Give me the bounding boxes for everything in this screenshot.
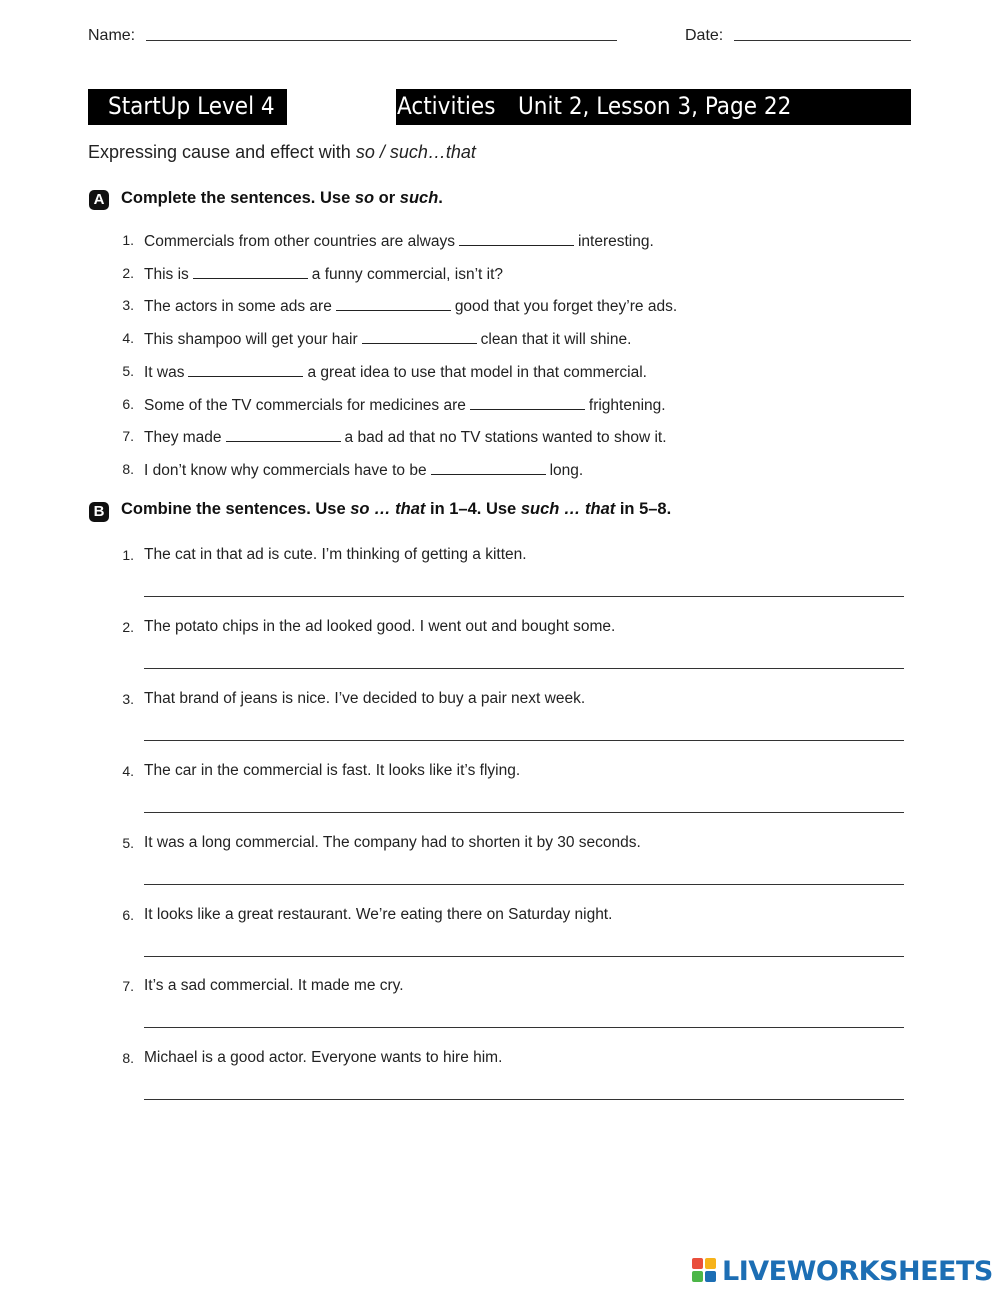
sentence-item: [144, 460, 583, 480]
answer-line[interactable]: [144, 812, 904, 813]
section-a-instruction: Complete the sentences. Use so or such.: [121, 189, 443, 207]
item-number: 7.: [122, 978, 134, 994]
page-subtitle: [88, 142, 476, 163]
sentence-after: frightening.: [588, 397, 666, 414]
item-number: 6.: [122, 396, 134, 412]
answer-blank[interactable]: [188, 362, 303, 377]
sentence-after: interesting.: [577, 233, 654, 250]
item-number: 2.: [122, 265, 134, 281]
sentence-after: clean that it will shine.: [480, 331, 632, 348]
answer-line[interactable]: [144, 596, 904, 597]
sentence-before: The actors in some ads are: [144, 298, 332, 315]
answer-blank[interactable]: [431, 460, 546, 475]
sentence-item: [144, 231, 654, 251]
subtitle-text: Expressing cause and effect with: [88, 142, 356, 162]
sentence-before: This is: [144, 266, 189, 283]
answer-blank[interactable]: [226, 427, 341, 442]
sentence-item: [144, 264, 503, 284]
sentence-item: [144, 427, 667, 447]
section-a-badge: A: [89, 190, 109, 210]
section-b-badge: B: [89, 502, 109, 522]
banner-level: StartUp Level 4: [108, 92, 275, 120]
item-number: 7.: [122, 428, 134, 444]
sentence-after: a funny commercial, isn’t it?: [311, 266, 504, 283]
item-number: 3.: [122, 297, 134, 313]
combine-sentence: It was a long commercial. The company had to shorten it by 30 seconds.: [144, 834, 641, 851]
answer-blank[interactable]: [470, 395, 585, 410]
item-number: 8.: [122, 1050, 134, 1066]
sentence-before: I don’t know why commercials have to be: [144, 462, 427, 479]
combine-sentence: That brand of jeans is nice. I’ve decided to buy a pair next week.: [144, 690, 586, 707]
combine-sentence: The car in the commercial is fast. It looks like it’s flying.: [144, 762, 521, 779]
answer-line[interactable]: [144, 740, 904, 741]
section-b-instruction: Combine the sentences. Use so … that in 1–4. Use such … that in 5–8.: [121, 500, 672, 518]
combine-sentence: The potato chips in the ad looked good. I went out and bought some.: [144, 618, 616, 635]
sentence-before: Commercials from other countries are always: [144, 233, 455, 250]
title-banner: [88, 89, 911, 125]
sentence-item: [144, 296, 677, 316]
item-number: 1.: [122, 547, 134, 563]
sentence-item: [144, 362, 647, 382]
date-label: Date:: [685, 27, 724, 44]
combine-sentence: It looks like a great restaurant. We’re eating there on Saturday night.: [144, 906, 613, 923]
answer-blank[interactable]: [362, 329, 477, 344]
item-number: 3.: [122, 691, 134, 707]
item-number: 5.: [122, 835, 134, 851]
name-label: Name:: [88, 27, 136, 44]
answer-line[interactable]: [144, 1027, 904, 1028]
item-number: 2.: [122, 619, 134, 635]
sentence-item: [144, 395, 666, 415]
item-number: 5.: [122, 363, 134, 379]
answer-line[interactable]: [144, 668, 904, 669]
name-field[interactable]: [146, 40, 617, 41]
logo-text: LIVEWORKSHEETS: [722, 1255, 993, 1287]
combine-sentence: Michael is a good actor. Everyone wants to hire him.: [144, 1049, 503, 1066]
subtitle-emphasis: so / such…that: [355, 142, 476, 162]
sentence-before: They made: [144, 429, 222, 446]
sentence-after: long.: [549, 462, 584, 479]
sentence-after: a great idea to use that model in that commercial.: [307, 364, 647, 381]
banner-blank: [287, 89, 396, 125]
sentence-item: [144, 329, 631, 349]
answer-blank[interactable]: [459, 231, 574, 246]
sentence-before: This shampoo will get your hair: [144, 331, 358, 348]
combine-sentence: It’s a sad commercial. It made me cry.: [144, 977, 404, 994]
liveworksheets-logo: [692, 1256, 993, 1286]
sentence-after: a bad ad that no TV stations wanted to show it.: [344, 429, 667, 446]
answer-line[interactable]: [144, 1099, 904, 1100]
date-field[interactable]: [734, 40, 911, 41]
logo-icon: [692, 1258, 718, 1284]
sentence-after: good that you forget they’re ads.: [454, 298, 678, 315]
combine-sentence: The cat in that ad is cute. I’m thinking of getting a kitten.: [144, 546, 527, 563]
answer-blank[interactable]: [193, 264, 308, 279]
banner-activities: Activities: [397, 92, 496, 120]
item-number: 8.: [122, 461, 134, 477]
item-number: 4.: [122, 330, 134, 346]
answer-line[interactable]: [144, 884, 904, 885]
answer-blank[interactable]: [336, 296, 451, 311]
answer-line[interactable]: [144, 956, 904, 957]
sentence-before: Some of the TV commercials for medicines are: [144, 397, 466, 414]
item-number: 4.: [122, 763, 134, 779]
sentence-before: It was: [144, 364, 185, 381]
item-number: 1.: [122, 232, 134, 248]
banner-unit: Unit 2, Lesson 3, Page 22: [518, 92, 792, 120]
item-number: 6.: [122, 907, 134, 923]
